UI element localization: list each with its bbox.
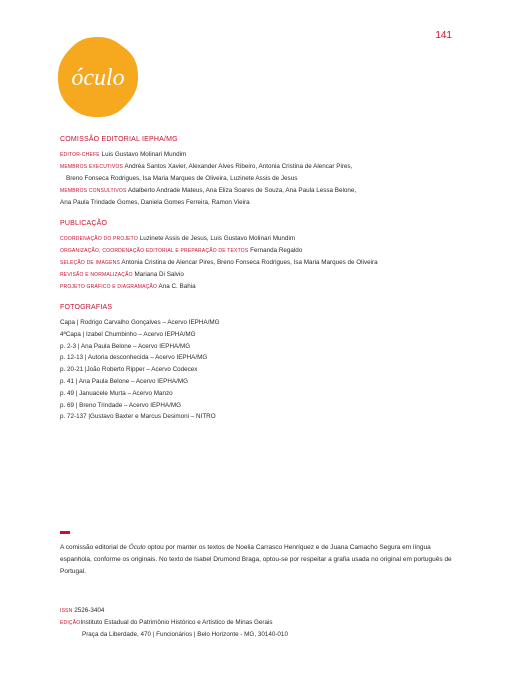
photo-credit-line: p. 72-137 |Gustavo Baxter e Marcus Desimoni – NITRO bbox=[60, 413, 216, 421]
credit-value: Breno Fonseca Rodrigues, Isa Maria Marques de Oliveira, Luzinete Assis de Jesus bbox=[66, 175, 298, 182]
credit-label: MEMBROS CONSULTIVOS bbox=[60, 188, 127, 194]
credit-label: EDITOR-CHEFE bbox=[60, 152, 100, 158]
credit-label: MEMBROS EXECUTIVOS bbox=[60, 164, 124, 170]
credit-label: COORDENAÇÃO DO PROJETO bbox=[60, 236, 138, 242]
credit-value: Adalberto Andrade Mateus, Ana Eliza Soares de Souza, Ana Paula Lessa Belone, bbox=[127, 187, 357, 194]
edition-label: EDIÇÃO bbox=[60, 620, 81, 626]
credit-line bbox=[60, 185, 460, 197]
credit-line bbox=[60, 245, 460, 257]
credit-label: REVISÃO E NORMALIZAÇÃO bbox=[60, 272, 133, 278]
credit-value: Andréa Santos Xavier, Alexander Alves Ribeiro, Antonia Cristina de Alencar Pires, bbox=[124, 163, 353, 170]
credit-value: Ana Paula Trindade Gomes, Daniela Gomes Ferreira, Ramon Vieira bbox=[60, 199, 250, 206]
section-title-photos: FOTOGRAFIAS bbox=[60, 304, 113, 311]
credits-content bbox=[60, 136, 460, 434]
credit-line bbox=[60, 161, 460, 173]
section-title-publication: PUBLICAÇÃO bbox=[60, 220, 108, 227]
credit-value: Fernanda Regaldo bbox=[250, 247, 303, 254]
photo-credit-line: p. 49 | Januacele Murta – Acervo Manzo bbox=[60, 389, 173, 397]
photo-credit-line: p. 20-21 |João Roberto Ripper – Acervo Codecex bbox=[60, 366, 198, 374]
credit-value: Antonia Cristina de Alencar Pires, Breno Fonseca Rodrigues, Isa Maria Marques de Oliveira bbox=[121, 259, 378, 266]
footer bbox=[60, 605, 480, 640]
edition-line bbox=[60, 617, 480, 629]
address-line: Praça da Liberdade, 470 | Funcionários | Belo Horizonte - MG, 30140-010 bbox=[82, 631, 288, 638]
note-text: A comissão editorial de bbox=[60, 544, 129, 551]
credit-line bbox=[60, 149, 460, 161]
logo-blob-icon bbox=[56, 35, 140, 119]
credit-line bbox=[60, 257, 460, 269]
oculo-logo bbox=[56, 35, 140, 119]
credit-value: Ana C. Bahia bbox=[158, 283, 196, 290]
photo-credit-line: Capa | Rodrigo Carvalho Gonçalves – Acervo IEPHA/MG bbox=[60, 319, 220, 326]
issn-line bbox=[60, 605, 480, 617]
issn-value: 2526-3404 bbox=[74, 607, 105, 614]
photo-credit-line: p. 12-13 | Autoria desconhecida – Acervo IEPHA/MG bbox=[60, 354, 208, 362]
credit-line bbox=[60, 281, 460, 293]
credit-value: Mariana Di Salvio bbox=[134, 271, 184, 278]
photo-credit-line: p. 69 | Breno Trindade – Acervo IEPHA/MG bbox=[60, 401, 181, 409]
editorial-section bbox=[60, 136, 460, 209]
page-number: 141 bbox=[435, 30, 452, 41]
credit-line bbox=[60, 233, 460, 245]
issn-label: ISSN bbox=[60, 608, 73, 614]
credit-label: SELEÇÃO DE IMAGENS bbox=[60, 260, 121, 266]
note-text: optou por manter os textos de Noelia Carrasco Henríquez e de Juana Camacho Segura em língua espanhola, conforme os originais. No texto de Isabel Drumond Braga, optou-se por respeitar a grafia usada no original em português de Portugal. bbox=[60, 544, 452, 575]
logo-text: óculo bbox=[71, 65, 125, 91]
credit-label: PROJETO GRÁFICO E DIAGRAMAÇÃO bbox=[60, 284, 158, 290]
photo-credit-line: 4ªCapa | Izabel Chumbinho – Acervo IEPHA/MG bbox=[60, 330, 196, 338]
note-title-italic: Óculo bbox=[128, 544, 146, 551]
section-title-editorial: COMISSÃO EDITORIAL IEPHA/MG bbox=[60, 136, 178, 143]
credit-value: Luzinete Assis de Jesus, Luis Gustavo Molinari Mundim bbox=[139, 235, 296, 242]
photos-section bbox=[60, 304, 460, 423]
credit-label: ORGANIZAÇÃO, COORDENAÇÃO EDITORIAL E PREPARAÇÃO DE TEXTOS bbox=[60, 248, 249, 254]
credit-line bbox=[60, 173, 460, 185]
credit-line bbox=[60, 269, 460, 281]
accent-bar bbox=[60, 531, 70, 534]
photo-credit-line: p. 41 | Ana Paula Belone – Acervo IEPHA/MG bbox=[60, 377, 188, 385]
edition-value: Instituto Estadual do Patrimônio Histórico e Artístico de Minas Gerais bbox=[80, 619, 273, 626]
credit-value: Luis Gustavo Molinari Mundim bbox=[101, 151, 187, 158]
photo-credit-line: p. 2-3 | Ana Paula Belone – Acervo IEPHA/MG bbox=[60, 342, 191, 350]
editorial-note bbox=[60, 542, 460, 578]
credit-line bbox=[60, 197, 460, 209]
publication-section bbox=[60, 220, 460, 293]
